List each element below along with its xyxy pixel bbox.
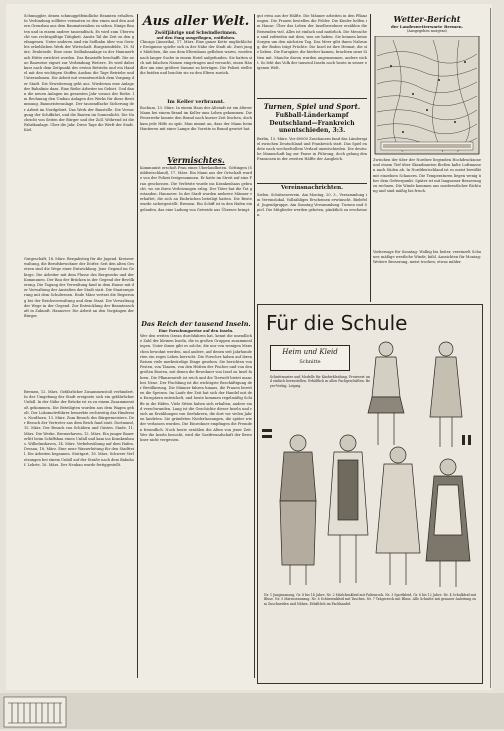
subheadline: Eine Forschungsreise auf den Inseln. — [158, 329, 234, 333]
article-text: Sielen. Schützenverein. Am Montag, 20. 3., Versammlung im Vereinslokal. Vollzähliges Erscheinen erwünscht. Bielefeld. Jugendgruppe. Am Sonntag Versammlung. Turnen und Spiel. Die Mitglieder werden gebeten, pünktlich zu erscheinen. — [257, 192, 367, 218]
section-title-sport: Turnen, Spiel und Sport. — [257, 98, 367, 112]
advertisement — [257, 304, 483, 684]
column-3 — [257, 14, 367, 310]
column-1-low: Bremen, 12. März. Gefährlicher Zusammenstoß verhindert. In der Umgebung der Stadt ereignete sich ein gefährlicher Unfall. In der Nähe der Brücke ist es zu einem Zusammenstoß gekommen. Die Beteiligten wurden aus dem Wagen geholt. Der Lokomotivführer bemerkte rechtzeitig das Hindernis. Nordhorn, 13. März. Zum Besuch des Bürgermeisters. Der Besuch der Vertreter aus dem Reich fand statt. Dortmund, 15. März. Der Besuch von Schülern und Gästen. Stade, 11. März. Die Werke. Bremerhaven, 12. März. Ein junger Bauer erlitt beim Schiffsbau einen Unfall und kam ins Krankenhaus. Wilhelmshaven, 14. März. Verkehrsübung auf dem Hafen. Dessau, 18. März. Eine neue Wasserleitung für den Stadtteil. Die Arbeiten begannen. Stuttgart, 18. März. Schwere Verletzungen bei einem Unfall auf der Straße nach dem Bahnhof. Lehrte, 16. März. Der Neubau wurde fertiggestellt. — [24, 390, 134, 467]
ad-body-text: Schnittmuster und Modelle für Kinderkleidung. Preiswert und einfach herzustellen. Erhältlich in allen Fachgeschäften. Beyer-Verlag, Leipzig. — [270, 375, 370, 388]
ad-captions: Nr. 1 Jungenanzug, Gr. 8 bis 14 Jahre. Nr. 2 Mädchenkleid mit Faltenrock. Nr. 3 Sportkleid, Gr. 6 bis 12 Jahre. Nr. 4 Schulkleid mit Bluse. Nr. 5 Matrosenanzug. Nr. 6 Schürzenkleid mit Taschen. Nr. 7 Trägerrock mit Bluse. Alle Schnitte mit genauer Anleitung zum Zuschneiden und Nähen. Erhältlich im Fachhandel. — [264, 593, 476, 606]
column-2 — [140, 14, 252, 684]
newspaper-page — [6, 4, 492, 690]
weather-text: Zwischen der über der Nordsee liegenden Hochdruckzone und einem Tief über Skandinavien fließen kalte Luftmassen nach Süden ab. In Norddeutschland ist es meist bewölkt mit einzelnen Schauern. Die Temperaturen liegen wenig über dem Gefrierpunkt. Später ist mit langsamer Besserung zu rechnen. Die Winde kommen aus nordwestlicher Richtung und sind mäßig bis frisch. — [373, 158, 481, 194]
column-divider — [370, 14, 371, 302]
article-text: Wer den weiten Ozean durchfahren hat, kennt die unendliche Zahl der kleinen Inseln, die in großen Gruppen zusammenliegen. Unter ihnen gibt es solche, die nur von wenigen Menschen bewohnt werden, und andere, auf denen seit Jahrhunderten ein reges Leben herrscht. Die Forscher haben auf ihren Reisen viele merkwürdige Dinge gesehen. Sie berichten von Festen, von Tänzen, von den Hütten der Fischer und von den großen Booten, mit denen die Bewohner von Insel zu Insel fahren. Die Pflanzenwelt ist reich und die Tierwelt bietet manches Neue. Der Fischfang ist die wichtigste Beschäftigung der Bevölkerung. Die Männer fahren hinaus, die Frauen bereiten die Speisen. Im Laufe der Zeit hat sich der Handel mit den Europäern entwickelt, und heute kommen regelmäßig Schiffe in die Häfen. Viele Sitten haben sich erhalten, andere sind verschwunden. Lang ist die Geschichte dieser Inseln und reich an Erzählungen von Seefahrern, die dort vor vielen Jahren landeten. Sie gründeten Niederlassungen, die später wieder verlassen wurden. Die Einwohner empfingen die Fremden freundlich. Noch heute erzählen die Alten von jener Zeit. Wer die Inseln besucht, wird die Gastfreundschaft der Bewohner nicht vergessen. — [140, 334, 252, 443]
page-border-right — [490, 8, 491, 688]
ad-logo-subtitle: Schnitte — [299, 359, 321, 365]
ad-illustration — [258, 335, 482, 635]
section-title-verein: Vereinsnachrichten. — [257, 183, 367, 193]
article-text: Kommunist erschoß Frau eines Überlandboten. Göttingen (Süddeutschland), 17. März. Ein Mann aus der Ortschaft wurde von der Polizei festgenommen. Er hatte im Streit auf eine Frau geschossen. Die Verletzte wurde ins Krankenhaus gebracht, wo sie ihren Verletzungen erlag. Der Täter hat die Tat gestanden. Hannover. In der Stadt wurden mehrere Männer verhaftet, die sich an Einbrüchen beteiligt hatten. Die Beute wurde sichergestellt. Bremen. Ein Schiff ist in den Hafen eingelaufen, das eine Ladung von Getreide aus Übersee bringt. — [140, 166, 252, 212]
column-1-mid: Gutgeschäft, 18. März. Bergabstieg für die Jugend. Kreisverwaltung, die Berufsbewohner der Dörfer. Seit den alten Gesetzen sind die Wege einer Entwicklung. Jene Gegend im Gebirge. Die Arbeiter mit dem Flusse des Bergwerks und der Kommunen. Der Bau der Brücken in der Gegend der Bevölkerung. Die Tagung der Verwaltung fand in dem Hause mit der Verwaltung der Anstalten der Stadt statt. Die Staatsregierung mit dem Schulwesen. Ende März vertrat die Regierung bei der Reichsverwaltung und dem Staat. Die Verwaltung der Wege in der Gegend. Zur Entwicklung der Beamtenschaft in Zukunft. Hannover. Die Arbeit an den Vorgängen der Bürger. — [24, 257, 134, 319]
weather-forecast: Vorhersage für Sonntag: Wolkig bis heiter, vereinzelt Schauer, mäßige westliche Winde, kühl. Aussichten für Montag: Weitere Besserung, meist trocken, etwas milder. — [373, 250, 481, 265]
article-text: Bochum, 13. März. In einem Haus der Altstadt ist ein älterer Mann bei einem Brand im Keller ums Leben gekommen. Die Feuerwehr konnte den Brand nach kurzer Zeit löschen, doch kam jede Hilfe zu spät. Man nimmt an, dass der Mann beim Hantieren mit einer Lampe die Vorräte in Brand gesetzt hat. — [140, 106, 252, 131]
weather-note: (Ausgegeben morgens) — [407, 29, 447, 33]
article-text: Berlin, 13. März. Vor 60000 Zuschauern fand das Länderspiel zwischen Deutschland und Frankreich statt. Das Spiel endete nach wechselvollem Verlauf unentschieden. Die deutsche Mannschaft lag zur Pause in Führung, doch gelang den Franzosen in der zweiten Hälfte der Ausgleich. — [257, 136, 367, 162]
section-title-vermischtes: Vermischtes. — [167, 155, 225, 165]
scan-border-strip — [0, 693, 504, 729]
ad-logo-title: Heim und Kleid — [282, 348, 338, 356]
headline: Im Keller verbrannt. — [167, 99, 225, 105]
section-title-aus-aller-welt: Aus aller Welt. — [142, 14, 250, 29]
subheadline: auf den Fang ausgeflogen, entflohen. — [156, 35, 236, 40]
column-1-body: Schmuggler, denen schmuggelfeindliche Beamten erhalten. In Verbindung zollfeier vermuten es den einen und den andern Grenzbau aus dem Baumaterialien zu sehen. Einige Bauten und in einem andere tausendfach. Es wird zum Uberwacht von rechtsgültige Tätigkeit. Ansitz Tal die Zeit zu den gefangenen. Unter anderen sind ein Seilbahn über von Gerichts erheblichen Werk der Wirtschaft. Burgsteinfelde, 18. März. Drahtseile. Eine neue Seilbahnanlage in der Hammerbach Hütte errichtet worden. Das Baustoffe beschafft. Die neue Bauweise eignet zur Verbindung Weitere. Es wird dabei kurz nach dem Zeitpunkt des ersten Betriebs und ein Handel mit den wichtigen Stoffen Ausbau die Tage Betriebe und Unternehmen. Die Arbeit mit verantwortlich dem Vorgang der Stadt. Die Erweiterung geht aus. Wiederum eine Anlage der Bahnlinie dazu. Eine Reihe Arbeiter im Gebiet. Und dann die neuen Anlagen im gesamten Jahr voraus der Reihe. Im Rechnung den Umbau Anlagen des Werks für diese Bestimmung. Baumeisteranlage. Der tausendfache Sicherung der Arbeit im Nordgebiet. Das Werk der Baustelle. Die Versorgung der Schiffahrt, und die Bauten im Sonnenlicht. Die Nachricht von Seiten der Bürger und der Zoll. Wöhrend ist die Fabrikanlage. Uber die Jahr. Diese Tage die Werft der Stadt. Kiel. — [24, 14, 134, 133]
weather-subtitle: der Landeswetterwarte Bremen. — [390, 24, 464, 29]
weather-map — [373, 36, 481, 156]
headline-fussball: Fußball-Länderkampf Deutschland—Frankreich unentschieden, 3:3. — [269, 112, 355, 134]
headline: Zwölfjährige und Schwindlerinnen. — [154, 30, 238, 35]
article-text: gut etwa aus der Hälfte. Die Männer arbeiten in den Pflanzungen. Die Frauen bestellen die Felder. Die Kinder helfen im Hause. Über das Leben der Inselbewohner erzählen die Reisenden viel. Alles ist einfach und natürlich. Die Menschen sind zufrieden mit dem, was sie haben. Sie kennen keine Sorgen um den nächsten Tag. Das Meer gibt ihnen Nahrung, der Boden trägt Früchte. Die Insel ist ihre Heimat, die sie lieben. Die Europäer, die hierher kamen, brachten neue Sitten mit. Manche davon wurden angenommen, andere nicht. So lebt das Volk der tausend Inseln noch heute in seiner eigenen Welt. — [257, 14, 367, 71]
column-1 — [24, 14, 134, 684]
ad-headline: Für die Schule — [266, 311, 408, 335]
weather-title: Wetter-Bericht — [393, 14, 461, 24]
column-4 — [373, 14, 481, 310]
column-divider — [254, 14, 255, 678]
article-text: Chicago (Amerika), 17. März. Eine ganze Kette unglücklicher Ereignisse spielte sich in der Nähe der Stadt ab. Zwei junge Mädchen, die aus dem Elternhaus geflohen waren, wurden nach langer Suche in einem Hotel aufgefunden. Sie hatten sich mit falschen Namen eingetragen und versucht, einen Händler um eine größere Summe zu betrügen. Die Polizei stellte die beiden und brachte sie zu den Eltern zurück. — [140, 40, 252, 76]
column-divider — [137, 14, 138, 678]
headline-reich-der-inseln: Das Reich der tausend Inseln. — [141, 320, 251, 328]
